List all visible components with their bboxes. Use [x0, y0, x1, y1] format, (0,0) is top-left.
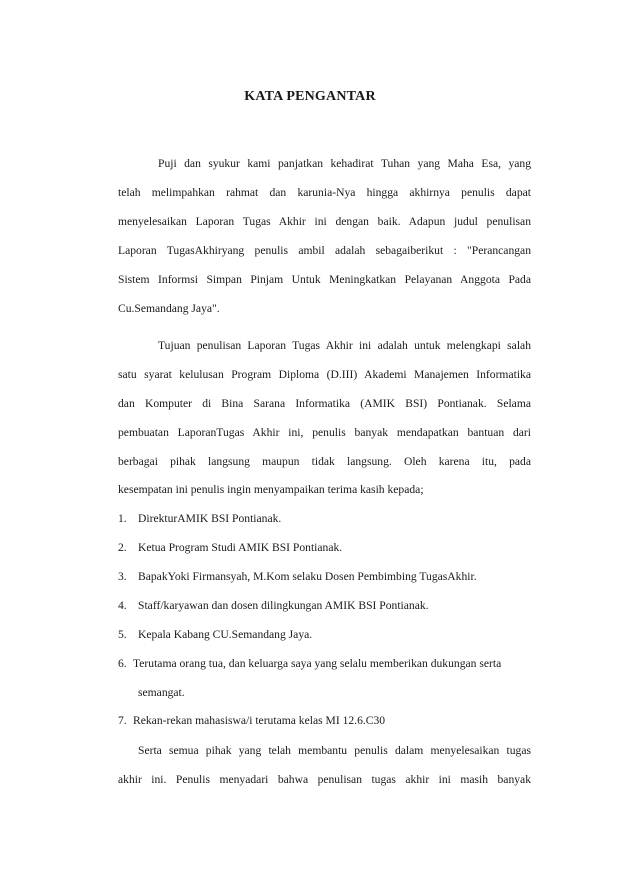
list-item-number: 4.: [118, 599, 127, 612]
list-item-text: DirekturAMIK BSI Pontianak.: [138, 512, 282, 525]
list-item-number: 1.: [118, 512, 127, 525]
list-item-number: 5.: [118, 628, 127, 641]
paragraph-1-line-1: Puji dan syukur kami panjatkan kehadirat Tuhan yang Maha Esa, yang: [158, 157, 531, 170]
paragraph-2-line-4: pembuatan LaporanTugas Akhir ini, penulis banyak mendapatkan bantuan dari: [118, 426, 531, 439]
paragraph-3-line-2: akhir ini. Penulis menyadari bahwa penulisan tugas akhir ini masih banyak: [118, 773, 531, 786]
paragraph-1-line-3: menyelesaikan Laporan Tugas Akhir ini dengan baik. Adapun judul penulisan: [118, 215, 531, 228]
paragraph-2-line-1: Tujuan penulisan Laporan Tugas Akhir ini adalah untuk melengkapi salah: [158, 339, 531, 352]
list-item-text: Kepala Kabang CU.Semandang Jaya.: [138, 628, 313, 641]
paragraph-1-line-6: Cu.Semandang Jaya".: [118, 302, 220, 315]
list-item-continuation: semangat.: [138, 686, 185, 699]
list-item-text: Terutama orang tua, dan keluarga saya yang selalu memberikan dukungan serta: [133, 657, 502, 670]
paragraph-2-line-3: dan Komputer di Bina Sarana Informatika (AMIK BSI) Pontianak. Selama: [118, 397, 531, 410]
paragraph-1-line-2: telah melimpahkan rahmat dan karunia-Nya hingga akhirnya penulis dapat: [118, 186, 531, 199]
paragraph-2-line-5: berbagai pihak langsung maupun tidak langsung. Oleh karena itu, pada: [118, 455, 531, 468]
list-item-number: 3.: [118, 570, 127, 583]
list-item-text: Staff/karyawan dan dosen dilingkungan AMIK BSI Pontianak.: [138, 599, 429, 612]
list-item-number: 6.: [118, 657, 127, 670]
list-item-text: Ketua Program Studi AMIK BSI Pontianak.: [138, 541, 343, 554]
page-title: KATA PENGANTAR: [244, 89, 376, 104]
list-item-number: 7.: [118, 714, 127, 727]
paragraph-2-line-6: kesempatan ini penulis ingin menyampaikan terima kasih kepada;: [118, 483, 424, 496]
list-item-number: 2.: [118, 541, 127, 554]
paragraph-2-line-2: satu syarat kelulusan Program Diploma (D.III) Akademi Manajemen Informatika: [118, 368, 531, 381]
list-item-text: BapakYoki Firmansyah, M.Kom selaku Dosen Pembimbing TugasAkhir.: [138, 570, 477, 583]
paragraph-3-line-1: Serta semua pihak yang telah membantu penulis dalam menyelesaikan tugas: [138, 744, 531, 757]
paragraph-1-line-4: Laporan TugasAkhiryang penulis ambil adalah sebagaiberikut : "Perancangan: [118, 244, 531, 257]
paragraph-1-line-5: Sistem Informsi Simpan Pinjam Untuk Meningkatkan Pelayanan Anggota Pada: [118, 273, 531, 286]
list-item-text: Rekan-rekan mahasiswa/i terutama kelas MI 12.6.C30: [133, 714, 386, 727]
